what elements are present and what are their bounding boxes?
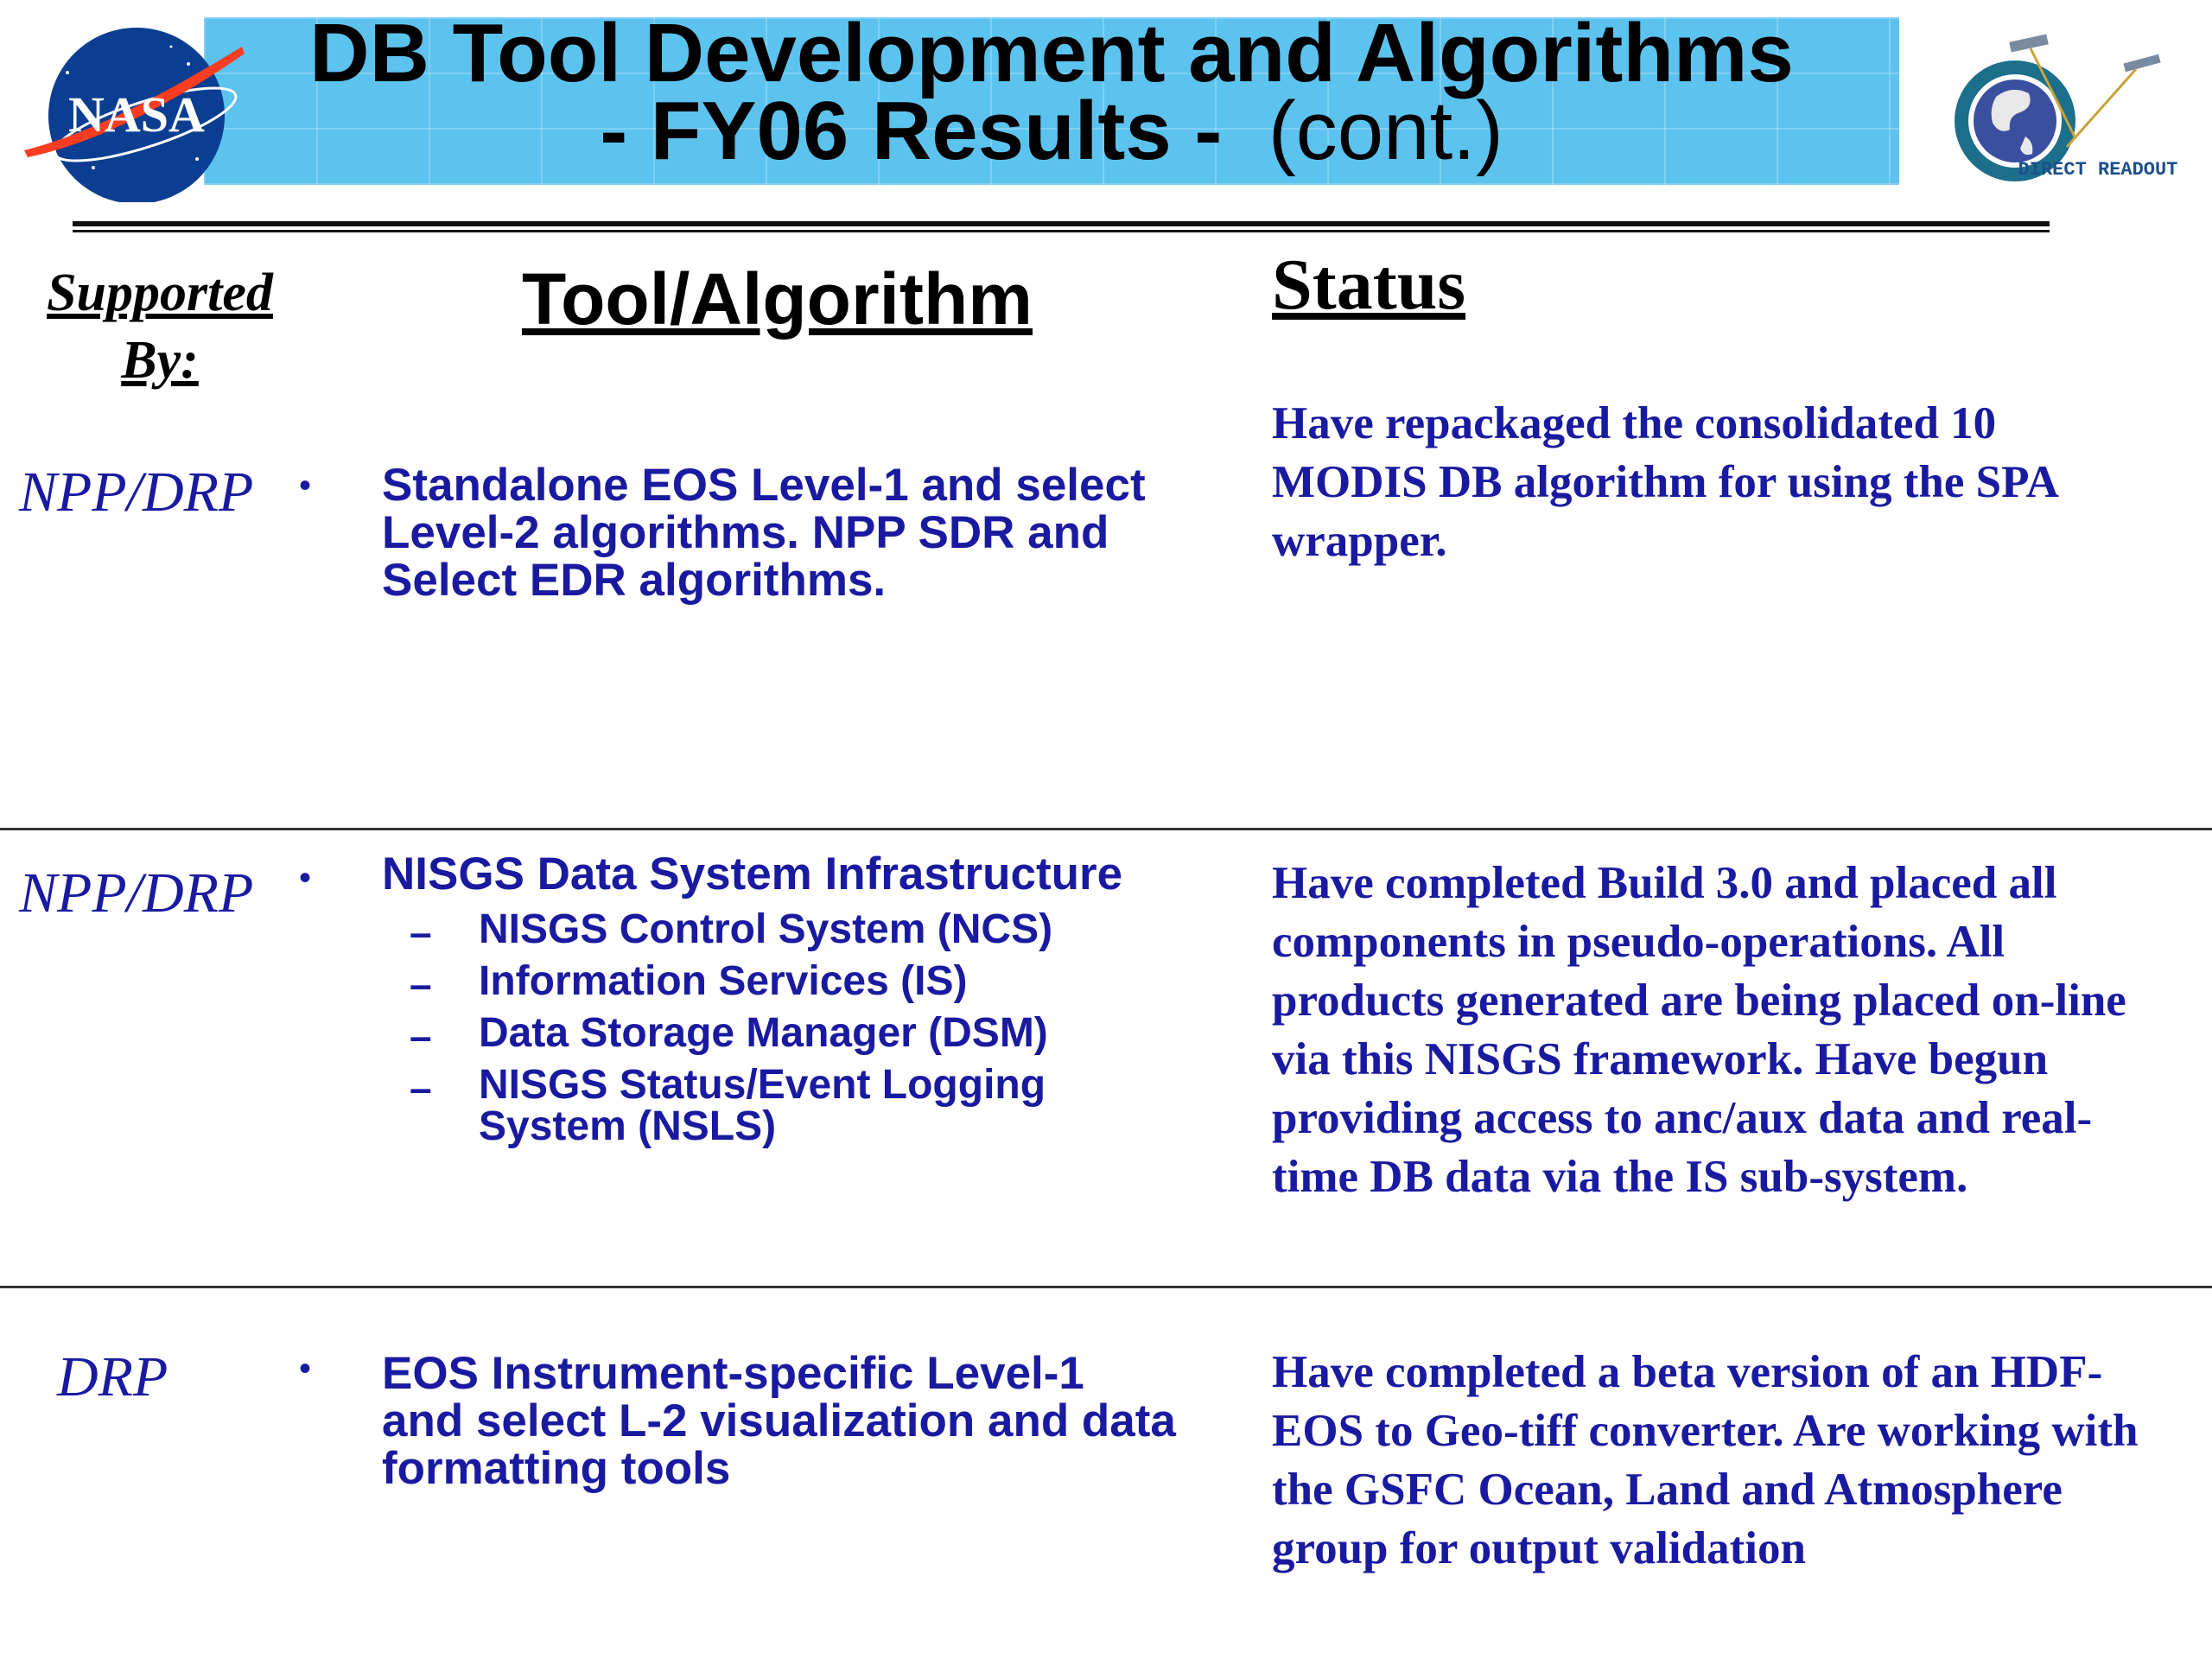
row3-bullet: • xyxy=(299,1350,312,1388)
row2-sub3: Data Storage Manager (DSM) xyxy=(479,1010,1048,1056)
row2-tool: NISGS Data System Infrastructure xyxy=(382,849,1123,899)
header-divider xyxy=(73,221,2050,226)
row2-bullet: • xyxy=(299,859,312,897)
row3-tool: EOS Instrument-specific Level-1 and select L-2 visualization and data formatting tools xyxy=(382,1348,1176,1494)
row2-sub1: NISGS Control System (NCS) xyxy=(479,906,1053,952)
column-header-status: Status xyxy=(1272,245,1466,325)
row1-status: Have repackaged the consolidated 10 MODIS DB algorithm for using the SPA wrapper. xyxy=(1272,398,2056,566)
row2-sub1-dash: – xyxy=(410,910,432,955)
row2-sub2: Information Services (IS) xyxy=(479,958,968,1004)
column-header-supported-by xyxy=(26,259,294,394)
row2-sub4-dash: – xyxy=(410,1065,432,1110)
page-subtitle xyxy=(204,85,1899,177)
row2-sub4: NISGS Status/Event Logging System (NSLS) xyxy=(479,1062,1046,1149)
nasa-logo-text: NASA xyxy=(68,86,205,143)
direct-readout-logo-text: DIRECT READOUT xyxy=(2018,159,2178,181)
direct-readout-logo-icon xyxy=(1929,17,2188,190)
row2-sub3-dash: – xyxy=(410,1014,432,1058)
row1-supported-by: NPP/DRP xyxy=(19,461,254,524)
supported-by-line1: Supported xyxy=(47,264,273,322)
row2-status: Have completed Build 3.0 and placed all components in pseudo-operations. All products generated are being placed on-line via this NISGS framework. Have begun providing access to anc/aux data and real-time DB data via the IS sub-system. xyxy=(1272,858,2126,1202)
row-divider-1 xyxy=(0,828,2212,830)
column-header-tool-algorithm: Tool/Algorithm xyxy=(522,258,1033,340)
subtitle-main: - FY06 Results - xyxy=(600,85,1223,177)
row3-status: Have completed a beta version of an HDF-EOS to Geo-tiff converter. Are working with the GSFC Ocean, Land and Atmosphere group for output validation xyxy=(1272,1347,2139,1573)
nasa-logo-icon xyxy=(16,12,253,202)
row3-supported-by: DRP xyxy=(57,1345,168,1408)
row2-supported-by: NPP/DRP xyxy=(19,861,254,925)
row1-bullet: • xyxy=(299,467,312,505)
subtitle-cont: (cont.) xyxy=(1268,85,1503,177)
row-divider-2 xyxy=(0,1286,2212,1288)
page-title: DB Tool Development and Algorithms xyxy=(309,7,1794,99)
header-divider-secondary xyxy=(73,230,2050,232)
supported-by-line2: By: xyxy=(121,331,199,390)
row1-tool: Standalone EOS Level-1 and select Level-2 algorithms. NPP SDR and Select EDR algorithms. xyxy=(382,460,1146,606)
row2-sub2-dash: – xyxy=(410,962,432,1007)
